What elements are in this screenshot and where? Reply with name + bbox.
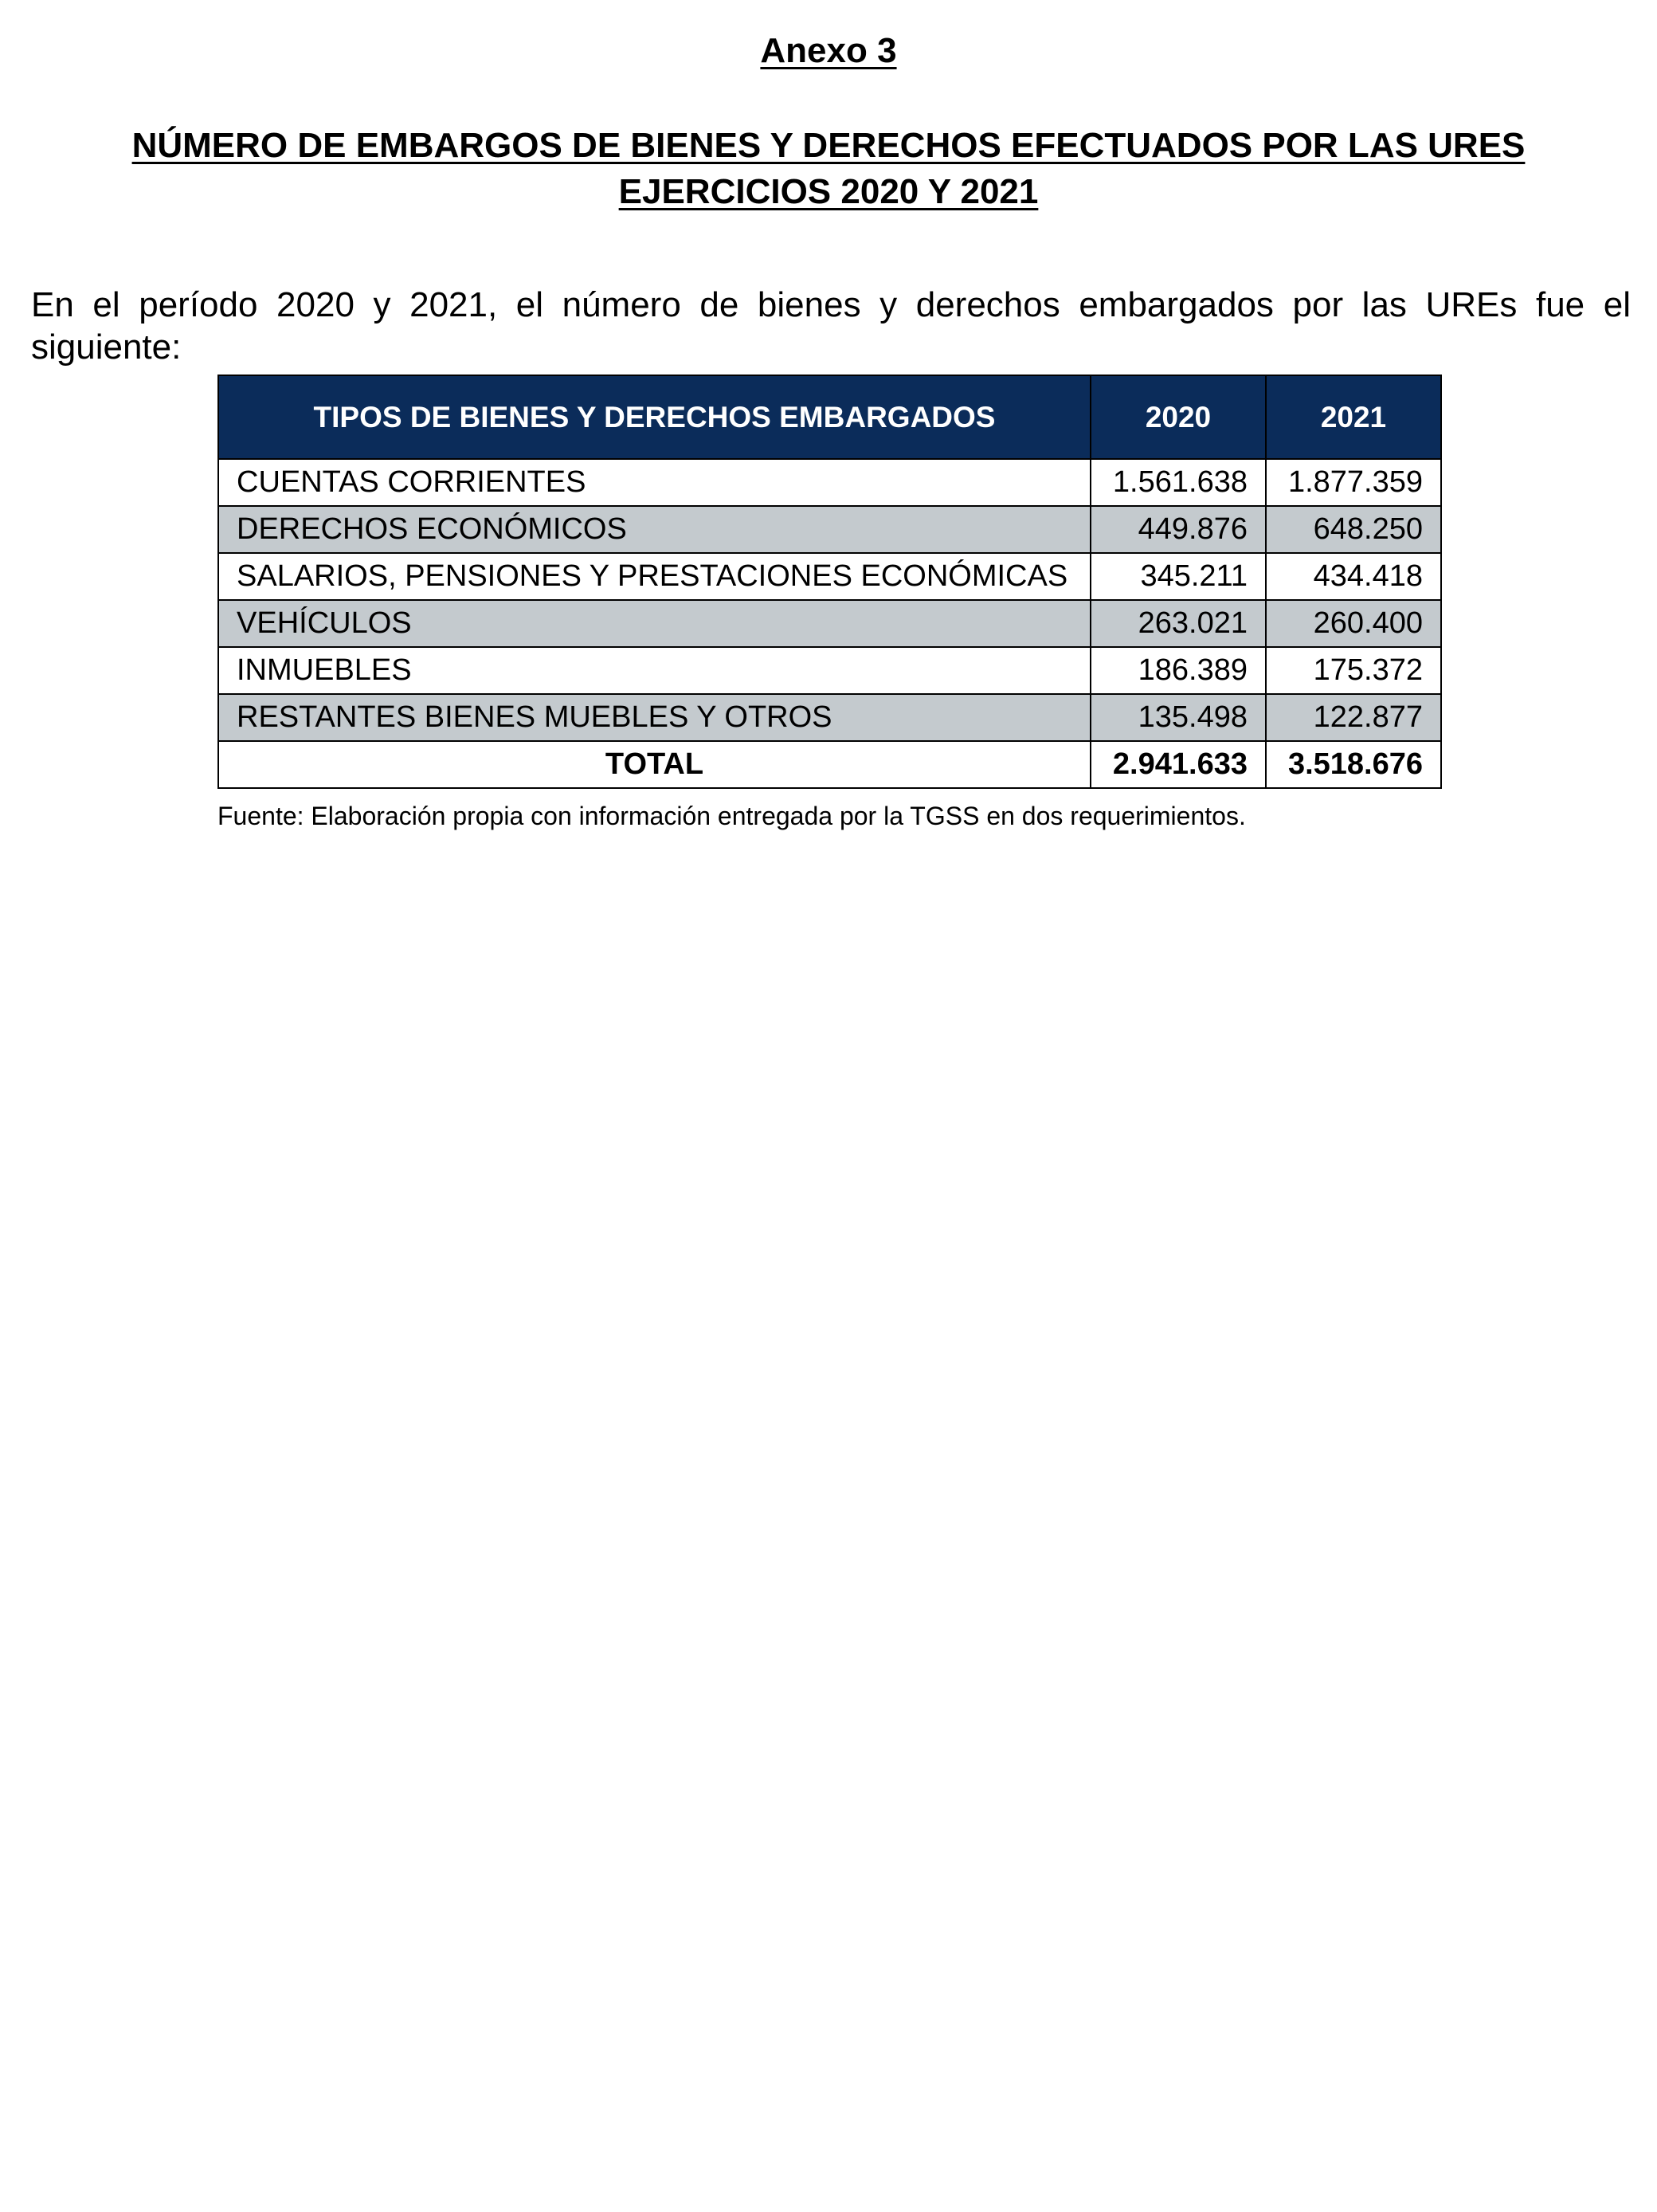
- row-label: INMUEBLES: [218, 647, 1091, 694]
- table-row: [218, 506, 1441, 553]
- row-label: CUENTAS CORRIENTES: [218, 459, 1091, 506]
- total-value-2021: 3.518.676: [1266, 741, 1441, 788]
- table-header-row: [218, 375, 1441, 459]
- row-value-2020: 263.021: [1091, 600, 1266, 647]
- row-label: SALARIOS, PENSIONES Y PRESTACIONES ECONÓMICAS: [218, 553, 1091, 600]
- row-value-2020: 345.211: [1091, 553, 1266, 600]
- row-label: VEHÍCULOS: [218, 600, 1091, 647]
- embargos-table: [217, 375, 1442, 789]
- row-label: RESTANTES BIENES MUEBLES Y OTROS: [218, 694, 1091, 741]
- table-row: [218, 694, 1441, 741]
- document-title-line-2: EJERCICIOS 2020 Y 2021: [618, 172, 1039, 211]
- table-row: [218, 647, 1441, 694]
- row-value-2021: 175.372: [1266, 647, 1441, 694]
- header-type: TIPOS DE BIENES Y DERECHOS EMBARGADOS: [218, 375, 1091, 459]
- header-2021: 2021: [1266, 375, 1441, 459]
- header-2020: 2020: [1091, 375, 1266, 459]
- row-value-2020: 186.389: [1091, 647, 1266, 694]
- row-value-2021: 434.418: [1266, 553, 1441, 600]
- table-row: [218, 600, 1441, 647]
- row-value-2021: 260.400: [1266, 600, 1441, 647]
- table-row: [218, 553, 1441, 600]
- total-label: TOTAL: [218, 741, 1091, 788]
- annex-title: Anexo 3: [760, 31, 897, 70]
- total-row: [218, 741, 1441, 788]
- row-value-2020: 449.876: [1091, 506, 1266, 553]
- row-value-2020: 1.561.638: [1091, 459, 1266, 506]
- row-value-2021: 1.877.359: [1266, 459, 1441, 506]
- row-value-2020: 135.498: [1091, 694, 1266, 741]
- row-value-2021: 122.877: [1266, 694, 1441, 741]
- source-note: Fuente: Elaboración propia con información entregada por la TGSS en dos requerimientos.: [217, 802, 1246, 830]
- table-header: [218, 375, 1441, 459]
- total-value-2020: 2.941.633: [1091, 741, 1266, 788]
- table-row: [218, 459, 1441, 506]
- row-value-2021: 648.250: [1266, 506, 1441, 553]
- intro-paragraph: En el período 2020 y 2021, el número de bienes y derechos embargados por las UREs fue el siguiente:: [31, 285, 1631, 367]
- document-title-line-1: NÚMERO DE EMBARGOS DE BIENES Y DERECHOS EFECTUADOS POR LAS URES: [131, 126, 1526, 165]
- table-body: [218, 459, 1441, 788]
- row-label: DERECHOS ECONÓMICOS: [218, 506, 1091, 553]
- document-title: [80, 123, 1577, 215]
